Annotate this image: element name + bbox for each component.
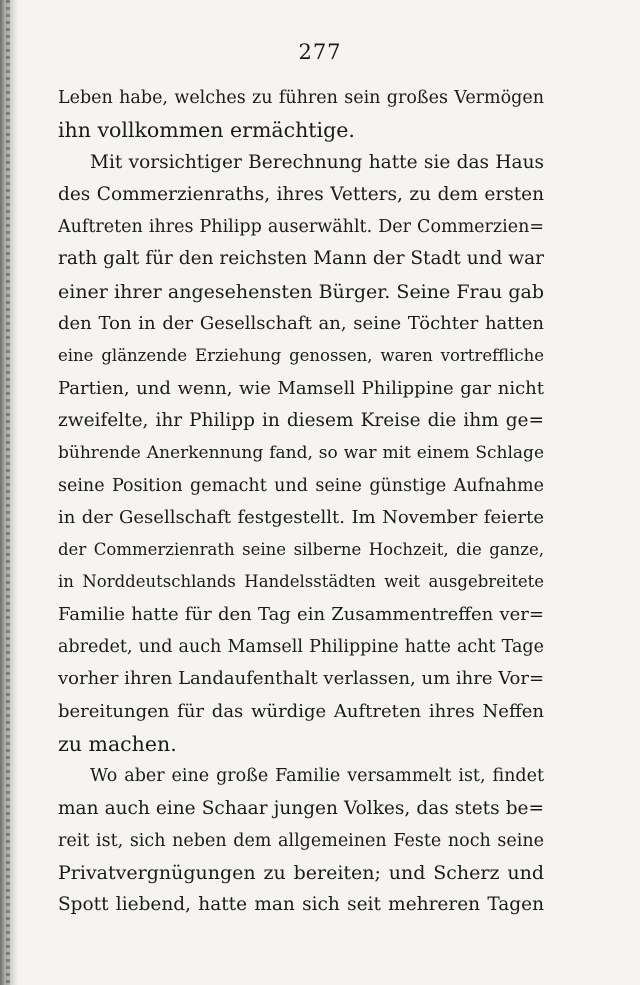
text-line: rath galt für den reichsten Mann der Stadt und war [58,248,544,270]
text-line: bührende Anerkennung fand, so war mit einem Schlage [58,443,544,464]
text-line: reit ist, sich neben dem allgemeinen Feste noch seine [58,830,544,851]
text-line: Familie hatte für den Tag ein Zusammentreffen ver= [58,603,544,625]
text-line: Partien, und wenn, wie Mamsell Philippine gar nicht [58,377,544,399]
text-line: einer ihrer angesehensten Bürger. Seine Frau gab [58,280,544,303]
text-line: Mit vorsichtiger Berechnung hatte sie das Haus [90,151,544,173]
text-line: in der Gesellschaft festgestellt. Im November feierte [58,506,544,528]
page-binding-edge [6,0,10,985]
text-line: den Ton in der Gesellschaft an, seine Töchter hatten [58,313,544,335]
text-line: seine Position gemacht und seine günstige Aufnahme [58,475,544,496]
text-line: zweifelte, ihr Philipp in diesem Kreise die ihm ge= [58,409,544,431]
body-text [58,82,544,922]
text-line: zu machen. [58,731,177,756]
text-line: Leben habe, welches zu führen sein großes Vermögen [58,88,544,108]
text-line: man auch eine Schaar jungen Volkes, das stets be= [58,797,544,819]
text-line: bereitungen für das würdige Auftreten ihres Neffen [58,700,544,722]
page-number: 277 [298,40,342,64]
text-line: in Norddeutschlands Handelsstädten weit ausgebreitete [58,572,544,592]
text-line: Privatvergnügungen zu bereiten; und Scherz und [58,862,544,885]
text-line: des Commerzienraths, ihres Vetters, zu dem ersten [58,183,544,205]
text-line: vorher ihren Landaufenthalt verlassen, um ihre Vor= [58,668,544,690]
text-line: eine glänzende Erziehung genossen, waren vortreffliche [58,346,544,366]
text-line: Wo aber eine große Familie versammelt ist, findet [90,766,544,787]
text-line: Spott liebend, hatte man sich seit mehreren Tagen [58,894,544,916]
text-line: abredet, und auch Mamsell Philippine hatte acht Tage [58,637,544,658]
text-line: Auftreten ihres Philipp auserwählt. Der Commerzien= [58,217,544,238]
text-line: ihn vollkommen ermächtige. [58,118,355,143]
text-line: der Commerzienrath seine silberne Hochzeit, die ganze, [58,540,544,560]
